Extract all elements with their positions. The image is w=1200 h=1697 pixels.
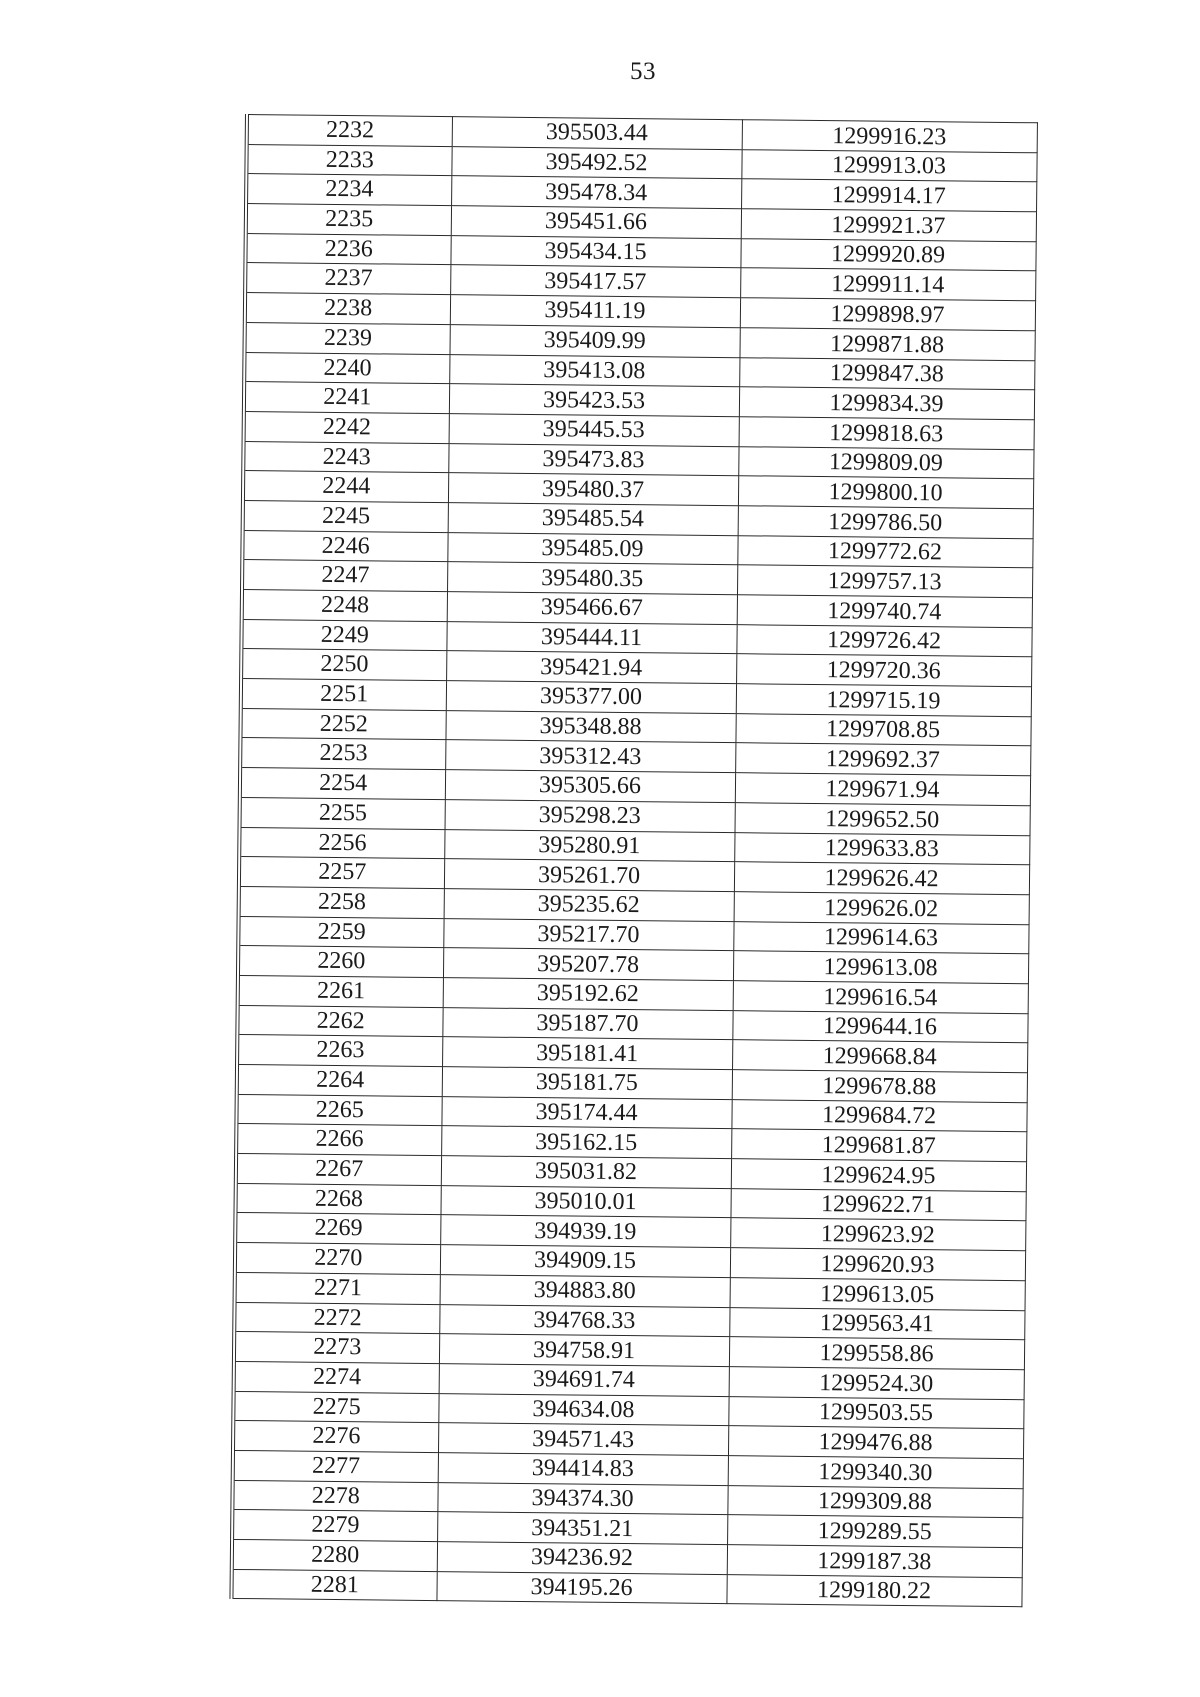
x-coordinate-cell: 395377.00 [446,681,736,714]
y-coordinate-cell: 1299715.19 [736,684,1031,717]
x-coordinate-cell: 394768.33 [439,1304,729,1337]
y-coordinate-cell: 1299613.08 [733,951,1028,984]
y-coordinate-cell: 1299834.39 [739,387,1034,420]
y-coordinate-cell: 1299614.63 [733,921,1028,954]
point-number-cell: 2242 [244,411,449,443]
point-number-cell: 2255 [240,797,445,829]
y-coordinate-cell: 1299708.85 [735,713,1030,746]
x-coordinate-cell: 395485.54 [448,503,738,536]
point-number-cell: 2246 [242,530,447,562]
point-number-cell: 2257 [239,857,444,889]
x-coordinate-cell: 395174.44 [441,1096,731,1129]
point-number-cell: 2264 [237,1064,442,1096]
x-coordinate-cell: 395235.62 [444,889,734,922]
point-number-cell: 2251 [241,679,446,711]
point-number-cell: 2245 [243,500,448,532]
point-number-cell: 2278 [232,1480,437,1512]
x-coordinate-cell: 395162.15 [441,1126,731,1159]
point-number-cell: 2273 [234,1332,439,1364]
x-coordinate-cell: 395261.70 [444,859,734,892]
x-coordinate-cell: 395192.62 [443,978,733,1011]
y-coordinate-cell: 1299772.62 [737,535,1032,568]
point-number-cell: 2266 [236,1124,441,1156]
y-coordinate-cell: 1299476.88 [728,1426,1023,1459]
y-coordinate-cell: 1299626.42 [734,862,1029,895]
y-coordinate-cell: 1299633.83 [734,832,1029,865]
x-coordinate-cell: 395305.66 [445,770,735,803]
x-coordinate-cell: 395503.44 [452,117,742,150]
y-coordinate-cell: 1299616.54 [733,981,1028,1014]
point-number-cell: 2276 [233,1421,438,1453]
y-coordinate-cell: 1299309.88 [727,1485,1022,1518]
x-coordinate-cell: 395181.75 [442,1067,732,1100]
point-number-cell: 2263 [237,1035,442,1067]
point-number-cell: 2249 [241,619,446,651]
y-coordinate-cell: 1299692.37 [735,743,1030,776]
x-coordinate-cell: 394351.21 [437,1512,727,1545]
x-coordinate-cell: 395417.57 [450,265,740,298]
y-coordinate-cell: 1299726.42 [736,624,1031,657]
x-coordinate-cell: 394634.08 [438,1393,728,1426]
point-number-cell: 2277 [233,1450,438,1482]
y-coordinate-cell: 1299809.09 [738,446,1033,479]
coordinates-table-body [231,115,1037,1608]
y-coordinate-cell: 1299652.50 [735,802,1030,835]
x-coordinate-cell: 394236.92 [437,1542,727,1575]
y-coordinate-cell: 1299620.93 [730,1248,1025,1281]
y-coordinate-cell: 1299684.72 [731,1099,1026,1132]
y-coordinate-cell: 1299818.63 [739,417,1034,450]
point-number-cell: 2240 [244,352,449,384]
x-coordinate-cell: 394909.15 [440,1245,730,1278]
y-coordinate-cell: 1299626.02 [734,892,1029,925]
y-coordinate-cell: 1299898.97 [740,298,1035,331]
point-number-cell: 2269 [235,1213,440,1245]
point-number-cell: 2256 [239,827,444,859]
x-coordinate-cell: 395445.53 [449,414,739,447]
point-number-cell: 2275 [233,1391,438,1423]
x-coordinate-cell: 394758.91 [439,1334,729,1367]
x-coordinate-cell: 395421.94 [446,651,736,684]
point-number-cell: 2260 [238,946,443,978]
x-coordinate-cell: 395312.43 [445,740,735,773]
x-coordinate-cell: 395348.88 [445,710,735,743]
y-coordinate-cell: 1299623.92 [730,1218,1025,1251]
y-coordinate-cell: 1299921.37 [741,209,1036,242]
y-coordinate-cell: 1299757.13 [737,565,1032,598]
x-coordinate-cell: 395409.99 [449,324,739,357]
y-coordinate-cell: 1299563.41 [729,1307,1024,1340]
y-coordinate-cell: 1299524.30 [729,1367,1024,1400]
y-coordinate-cell: 1299644.16 [732,1010,1027,1043]
point-number-cell: 2267 [236,1154,441,1186]
x-coordinate-cell: 394195.26 [436,1571,726,1604]
point-number-cell: 2235 [246,204,451,236]
point-number-cell: 2253 [240,738,445,770]
y-coordinate-cell: 1299911.14 [740,268,1035,301]
x-coordinate-cell: 395485.09 [447,532,737,565]
y-coordinate-cell: 1299800.10 [738,476,1033,509]
x-coordinate-cell: 394939.19 [440,1215,730,1248]
y-coordinate-cell: 1299503.55 [728,1396,1023,1429]
y-coordinate-cell: 1299624.95 [731,1159,1026,1192]
x-coordinate-cell: 395217.70 [443,918,733,951]
point-number-cell: 2238 [245,293,450,325]
x-coordinate-cell: 395181.41 [442,1037,732,1070]
y-coordinate-cell: 1299558.86 [729,1337,1024,1370]
x-coordinate-cell: 395187.70 [442,1007,732,1040]
page-number: 53 [630,58,656,85]
point-number-cell: 2248 [242,589,447,621]
x-coordinate-cell: 395480.35 [447,562,737,595]
y-coordinate-cell: 1299671.94 [735,773,1030,806]
point-number-cell: 2281 [231,1569,436,1601]
point-number-cell: 2272 [234,1302,439,1334]
x-coordinate-cell: 394691.74 [439,1363,729,1396]
point-number-cell: 2261 [238,975,443,1007]
x-coordinate-cell: 394414.83 [438,1453,728,1486]
point-number-cell: 2250 [241,649,446,681]
x-coordinate-cell: 395298.23 [445,799,735,832]
point-number-cell: 2270 [235,1243,440,1275]
x-coordinate-cell: 394883.80 [440,1274,730,1307]
x-coordinate-cell: 395280.91 [444,829,734,862]
x-coordinate-cell: 395444.11 [446,621,736,654]
point-number-cell: 2236 [245,233,450,265]
y-coordinate-cell: 1299180.22 [726,1574,1021,1607]
y-coordinate-cell: 1299678.88 [732,1070,1027,1103]
x-coordinate-cell: 395492.52 [451,146,741,179]
point-number-cell: 2259 [238,916,443,948]
point-number-cell: 2265 [236,1094,441,1126]
x-coordinate-cell: 394571.43 [438,1423,728,1456]
point-number-cell: 2258 [239,886,444,918]
x-coordinate-cell: 395413.08 [449,354,739,387]
y-coordinate-cell: 1299681.87 [731,1129,1026,1162]
point-number-cell: 2237 [245,263,450,295]
point-number-cell: 2234 [246,174,451,206]
point-number-cell: 2252 [240,708,445,740]
y-coordinate-cell: 1299740.74 [737,595,1032,628]
point-number-cell: 2254 [240,768,445,800]
point-number-cell: 2247 [242,560,447,592]
y-coordinate-cell: 1299871.88 [739,328,1034,361]
x-coordinate-cell: 395478.34 [451,176,741,209]
x-coordinate-cell: 395466.67 [447,592,737,625]
y-coordinate-cell: 1299340.30 [728,1456,1023,1489]
y-coordinate-cell: 1299914.17 [741,179,1036,212]
y-coordinate-cell: 1299622.71 [730,1188,1025,1221]
point-number-cell: 2279 [232,1510,437,1542]
y-coordinate-cell: 1299920.89 [740,238,1035,271]
x-coordinate-cell: 395451.66 [451,206,741,239]
x-coordinate-cell: 395480.37 [448,473,738,506]
x-coordinate-cell: 395010.01 [440,1185,730,1218]
x-coordinate-cell: 395434.15 [450,235,740,268]
x-coordinate-cell: 395031.82 [441,1156,731,1189]
point-number-cell: 2241 [244,382,449,414]
x-coordinate-cell: 395473.83 [448,443,738,476]
point-number-cell: 2274 [234,1361,439,1393]
y-coordinate-cell: 1299786.50 [738,506,1033,539]
point-number-cell: 2233 [246,144,451,176]
y-coordinate-cell: 1299847.38 [739,357,1034,390]
y-coordinate-cell: 1299916.23 [742,120,1037,153]
point-number-cell: 2239 [245,322,450,354]
x-coordinate-cell: 395423.53 [449,384,739,417]
point-number-cell: 2280 [232,1539,437,1571]
x-coordinate-cell: 395411.19 [450,295,740,328]
point-number-cell: 2271 [235,1272,440,1304]
y-coordinate-cell: 1299187.38 [727,1545,1022,1578]
x-coordinate-cell: 394374.30 [437,1482,727,1515]
y-coordinate-cell: 1299913.03 [741,149,1036,182]
y-coordinate-cell: 1299720.36 [736,654,1031,687]
coordinates-table [229,114,1037,1608]
y-coordinate-cell: 1299668.84 [732,1040,1027,1073]
point-number-cell: 2262 [237,1005,442,1037]
point-number-cell: 2244 [243,471,448,503]
x-coordinate-cell: 395207.78 [443,948,733,981]
point-number-cell: 2268 [235,1183,440,1215]
y-coordinate-cell: 1299613.05 [730,1277,1025,1310]
point-number-cell: 2243 [243,441,448,473]
y-coordinate-cell: 1299289.55 [727,1515,1022,1548]
point-number-cell: 2232 [247,115,452,147]
